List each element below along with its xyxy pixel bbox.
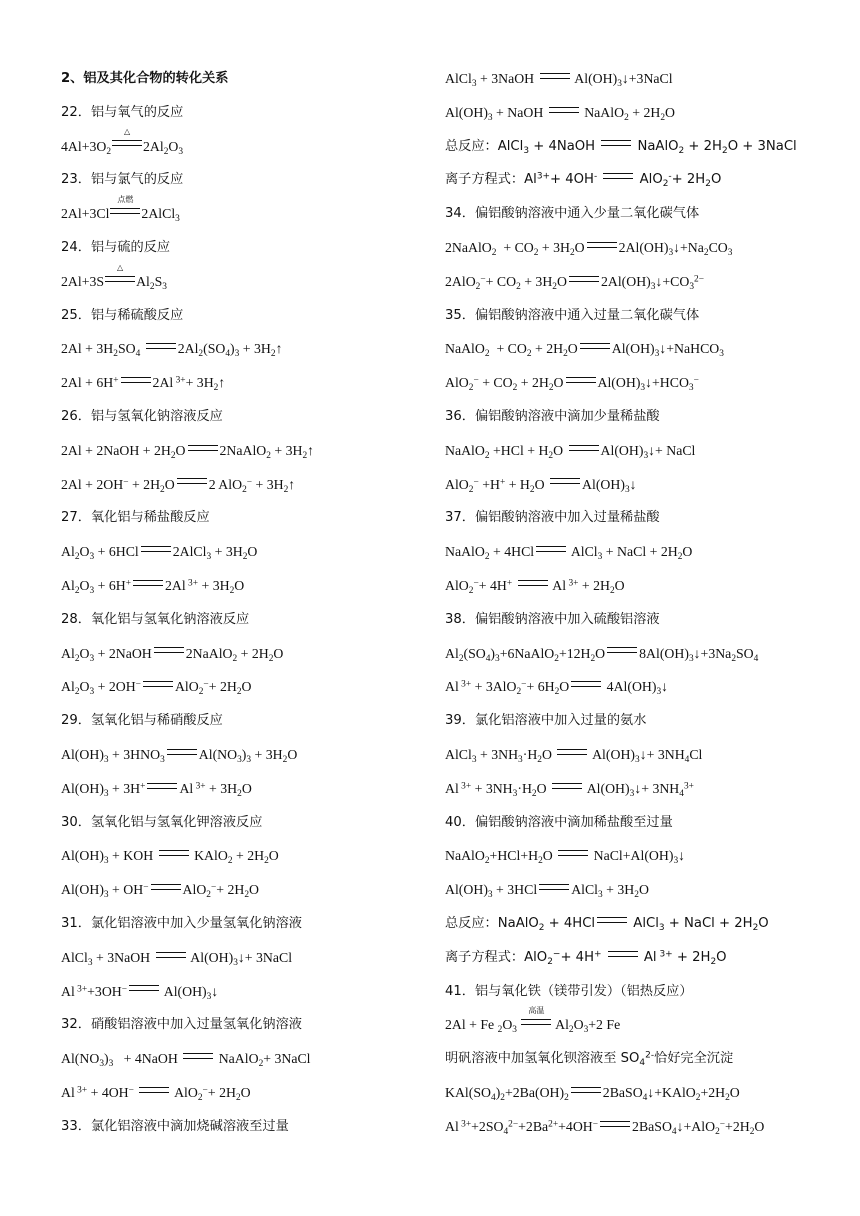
reaction-equation: $KAl(SO_4)_2+2Ba(OH)_2$ $2BaSO_4↓+KAlO_2+2H_2O$ — [445, 1084, 740, 1103]
reaction-title: 28．氧化铝与氢氧化钠溶液反应 — [61, 611, 250, 627]
reaction-equation: 2Al + Fe $_2O_3$ 高温 $Al_2O_3+2$ Fe — [445, 1008, 845, 1042]
reaction-equation: 2Al + 2NaOH + $2H_2O$ 2NaAlO$_2$ + $3H_2↑$ — [61, 442, 315, 461]
reaction-title: 35．偏铝酸钠溶液中通入过量二氧化碳气体 — [445, 307, 700, 323]
reaction-title: 37．偏铝酸钠溶液中加入过量稀盐酸 — [445, 510, 660, 526]
reaction-equation: NaAlO$_2$ + $CO_2 + 2H_2O$ $Al(OH)_3↓+NaHCO_3$ — [445, 341, 724, 360]
reaction-equation: Al $^{3+}+2SO_4^{2-}+2Ba^{2+}+4OH^-$ $2BaSO_4↓+AlO_2^-+2H_2O$ — [445, 1118, 765, 1137]
reaction-equation: 2Al + 6H+ 2Al $^{3+}+ 3H_2↑$ — [61, 375, 226, 394]
reaction-title: 22．铝与氧气的反应 — [61, 104, 184, 120]
reaction-equation: 总反应：AlCl$_3$ + 4NaOH NaAlO$_2$ + $2H_2O$ + 3NaCl — [445, 138, 797, 156]
left-column — [61, 62, 431, 1144]
reaction-title: 27．氧化铝与稀盐酸反应 — [61, 510, 210, 526]
reaction-equation: $2Al + 2OH^- + 2H_2O$ 2 $AlO_2^- + 3H_2↑$ — [61, 476, 296, 495]
reaction-title: 31．氯化铝溶液中加入少量氢氧化钠溶液 — [61, 915, 302, 931]
reaction-equation: $Al(OH)_3 + OH^-$ $AlO_2^-+ 2H_2O$ — [61, 882, 260, 901]
reaction-equation: $Al(OH)_3 + 3H^+$ Al $^{3+} + 3H_2O$ — [61, 780, 252, 799]
reaction-equation: $4Al+3O_2\triangle$ $2Al_2O_3$ — [61, 130, 431, 164]
reaction-equation: $Al(OH)_3$ + KOH KAlO$_2$ + $2H_2O$ — [61, 848, 279, 867]
reaction-title: 26．铝与氢氧化钠溶液反应 — [61, 408, 223, 424]
reaction-equation: 总反应：NaAlO$_2$ + 4HCl AlCl$_3$ + NaCl + $2H_2O$ — [445, 915, 769, 933]
reaction-equation: $AlO_2^- +H^+ + H_2O$ $Al(OH)_3↓$ — [445, 476, 637, 495]
reaction-equation: $Al(OH)_3 + 3HNO_3$ $Al(NO_3)_3 + 3H_2O$ — [61, 746, 298, 765]
reaction-title: 24．铝与硫的反应 — [61, 239, 171, 255]
reaction-equation: NaAlO$_2$ $+HCl + H_2O$ $Al(OH)_3↓+$ NaCl — [445, 442, 696, 461]
reaction-equation: $2AlO_2^-+ CO_2 + 3H_2O$ $2Al(OH)_3↓+CO_3^{2-}$ — [445, 273, 704, 292]
reaction-equation: $Al(OH)_3 + 3HCl$ AlCl$_3$ + $3H_2O$ — [445, 882, 649, 901]
reaction-title: 25．铝与稀硫酸反应 — [61, 307, 184, 323]
right-column — [445, 62, 845, 1144]
reaction-equation: $2Al + 3H_2SO_4$ $2Al_2(SO_4)_3$ + $3H_2↑$ — [61, 341, 283, 360]
reaction-equation: 2Al+3Cl点燃 2AlCl$_3$ — [61, 197, 431, 231]
reaction-title: 40．偏铝酸钠溶液中滴加稀盐酸至过量 — [445, 814, 673, 830]
reaction-equation: AlCl$_3$ + 3NaOH $Al(OH)_3↓+$ 3NaCl — [61, 949, 293, 968]
reaction-equation: 离子方程式：AlO$_2$−+ 4H+ Al $^{3+} + 2H_2O$ — [445, 949, 727, 967]
reaction-equation: $AlO_2^- + CO_2 + 2H_2O$ $Al(OH)_3↓+HCO_3^-$ — [445, 375, 699, 394]
reaction-equation: $NaAlO_2+HCl+H_2O$ $NaCl+Al(OH)_3↓$ — [445, 848, 686, 867]
reaction-title: 41．铝与氧化铁（镁带引发）（铝热反应） — [445, 983, 693, 999]
reaction-title: 23．铝与氯气的反应 — [61, 172, 184, 188]
reaction-equation: Al $^{3+}$ + 4OH− $AlO_2^-+ 2H_2O$ — [61, 1084, 251, 1103]
reaction-equation: AlO$_2$−+ 4H+ Al $^{3+} + 2H_2O$ — [445, 577, 625, 596]
reaction-equation: Al $^{3+} + 3NH_3\cdot H_2O$ $Al(OH)_3↓+ 3NH_4^{3+}$ — [445, 780, 694, 799]
reaction-equation: $Al_2O_3$ + 2NaOH 2NaAlO$_2$ + $2H_2O$ — [61, 645, 284, 664]
reaction-title: 39．氯化铝溶液中加入过量的氨水 — [445, 713, 647, 729]
reaction-title: 32．硝酸铝溶液中加入过量氢氧化钠溶液 — [61, 1017, 302, 1033]
reaction-title: 33．氯化铝溶液中滴加烧碱溶液至过量 — [61, 1118, 289, 1134]
reaction-equation: $Al_2(SO_4)_3+6NaAlO_2+12H_2O$ $8Al(OH)_3↓+3Na_2SO_4$ — [445, 645, 759, 664]
reaction-title: 38．偏铝酸钠溶液中加入硫酸铝溶液 — [445, 611, 660, 627]
reaction-equation: $Al(OH)_3$ + NaOH NaAlO$_2$ + $2H_2O$ — [445, 104, 675, 123]
reaction-equation: $Al(NO_3)_3$ + 4NaOH NaAlO$_2$+ 3NaCl — [61, 1051, 311, 1070]
reaction-equation: 离子方程式：$Al^{3+}+ 4OH^-$ $AlO_2^-+ 2H_2O$ — [445, 171, 722, 190]
reaction-equation: NaAlO$_2$ + 4HCl AlCl$_3$ + NaCl + $2H_2O$ — [445, 544, 693, 563]
section-heading: 2、铝及其化合物的转化关系 — [61, 71, 229, 86]
reaction-title: 36．偏铝酸钠溶液中滴加少量稀盐酸 — [445, 408, 660, 424]
reaction-equation: AlCl$_3$ + $3NH_3\cdot H_2O$ $Al(OH)_3↓+ 3NH_4Cl$ — [445, 746, 703, 765]
reaction-equation: Al $^{3+} + 3AlO_2^-+ 6H_2O$ $4Al(OH)_3↓$ — [445, 679, 669, 698]
reaction-equation: $Al_2O_3 + 2OH^-$ $AlO_2^-+ 2H_2O$ — [61, 679, 252, 698]
reaction-title: 30．氢氧化铝与氢氧化钾溶液反应 — [61, 814, 263, 830]
reaction-equation: 2NaAlO$_2$ + $CO_2 + 3H_2O$ $2Al(OH)_3↓+Na_2CO_3$ — [445, 239, 733, 258]
reaction-equation: $Al_2O_3 + 6H^+$ 2Al $^{3+} + 3H_2O$ — [61, 577, 245, 596]
reaction-equation: 明矾溶液中加氢氧化钡溶液至 $SO_4^{2-}$恰好完全沉淀 — [445, 1050, 734, 1068]
reaction-title: 29．氢氧化铝与稀硝酸反应 — [61, 713, 223, 729]
reaction-equation: $Al_2O_3 + 6HCl$ 2AlCl$_3$ + $3H_2O$ — [61, 544, 258, 563]
reaction-equation: Al $^{3+}$+3OH− $Al(OH)_3↓$ — [61, 983, 219, 1002]
reaction-equation: 2Al+3S△ $Al_2S_3$ — [61, 265, 431, 299]
reaction-title: 34．偏铝酸钠溶液中通入少量二氧化碳气体 — [445, 206, 700, 222]
reaction-equation: AlCl$_3$ + 3NaOH $Al(OH)_3↓+3NaCl$ — [445, 71, 673, 89]
